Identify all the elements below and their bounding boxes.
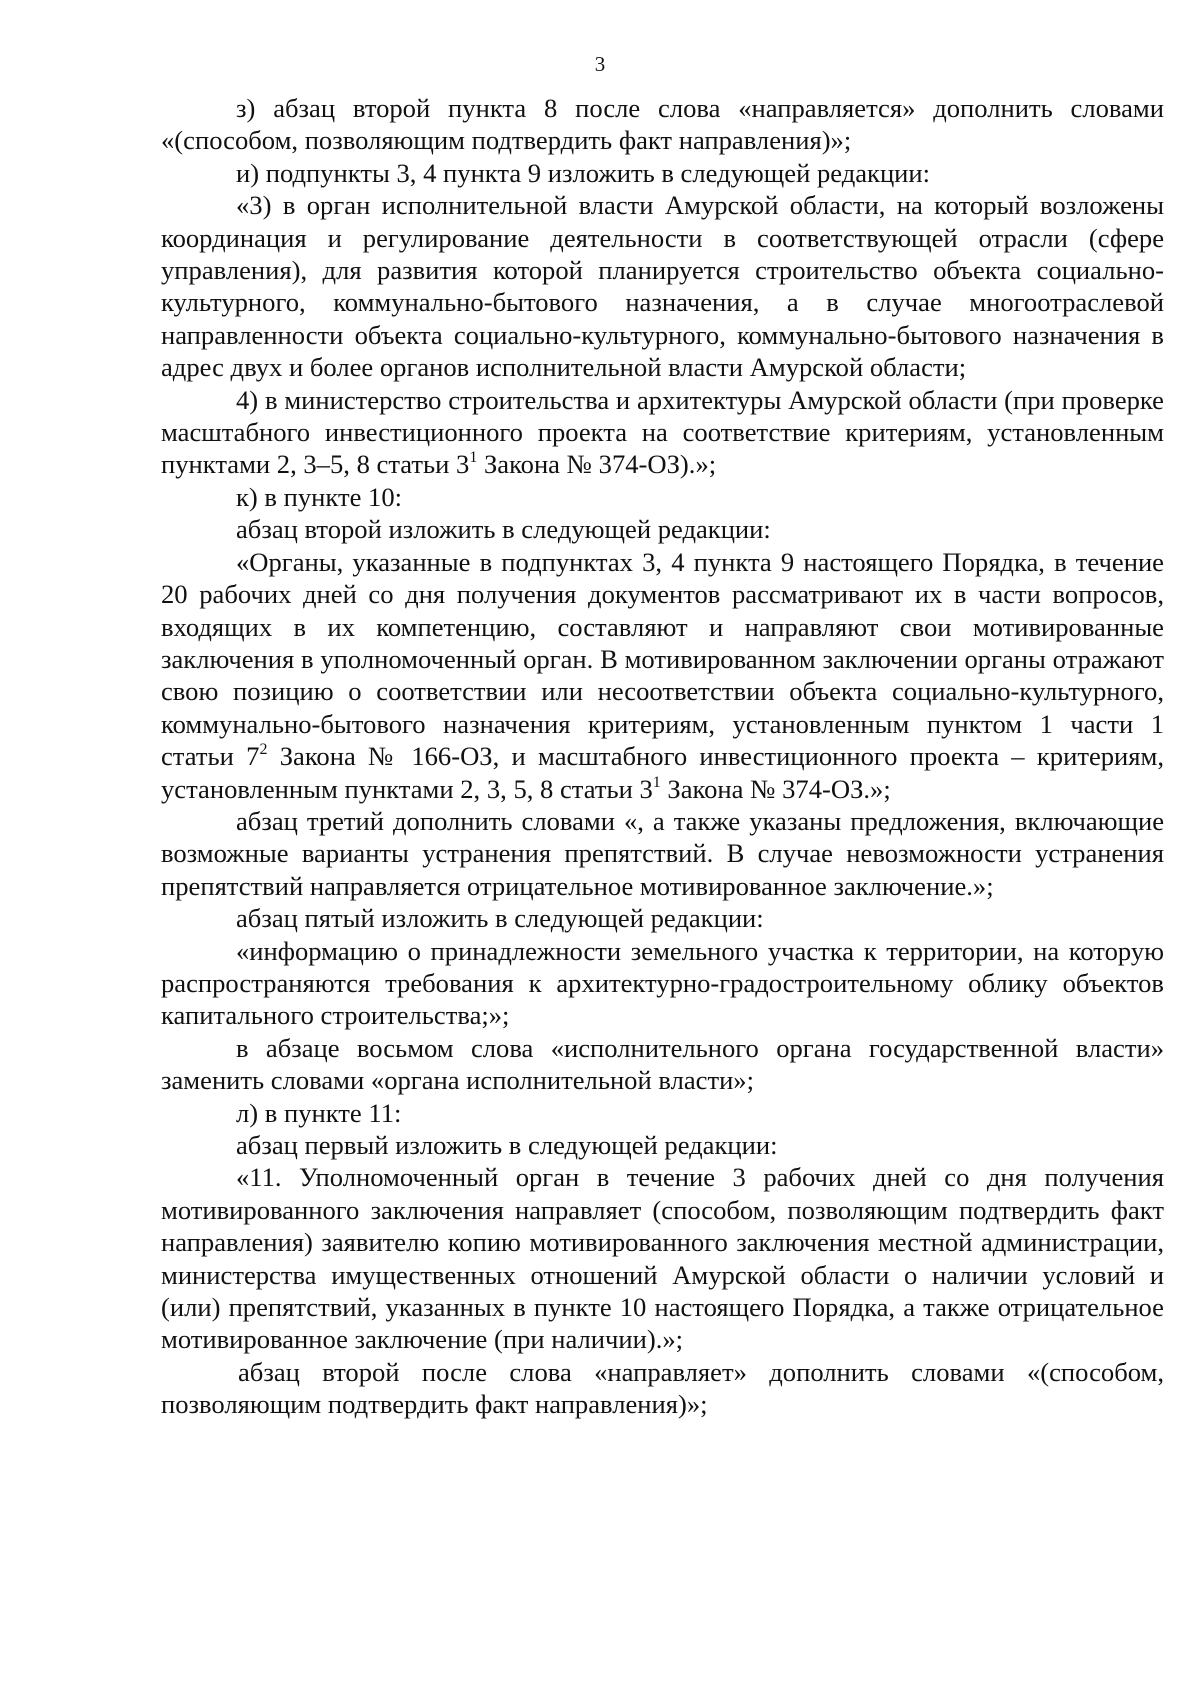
paragraph-z: з) абзац второй пункта 8 после слова «направляется» дополнить словами «(способом, позволяющим подтвердить факт направления)»; <box>161 93 1164 156</box>
paragraph-organy <box>161 546 1164 805</box>
paragraph-subitem-3: «3) в орган исполнительной власти Амурской области, на который возложены координация и регулирование деятельности в соответствующей отрасли (сфере управления), для развития которой планируется строительство объекта социально-культурного, коммунально-бытового назначения, а в случае многоотраслевой направленности объекта социально-культурного, коммунально-бытового назначения в адрес двух и более органов исполнительной власти Амурской области; <box>161 190 1164 383</box>
page-number: 3 <box>594 52 606 76</box>
paragraph-subitem-4 <box>161 384 1164 481</box>
paragraph-informaciya: «информацию о принадлежности земельного участка к территории, на которую распространяются требования к архитектурно-градостроительному облику объектов капитального строительства;»; <box>161 935 1164 1031</box>
paragraph-abzac-vtoroy: абзац второй изложить в следующей редакции: <box>236 514 771 545</box>
paragraph-abzac-pervyy: абзац первый изложить в следующей редакции: <box>236 1130 778 1160</box>
paragraph-text: Закона № 374-ОЗ).»; <box>477 449 717 480</box>
paragraph-text: Закона № 374-ОЗ.»; <box>660 773 891 804</box>
paragraph-i: и) подпункты 3, 4 пункта 9 изложить в следующей редакции: <box>236 157 931 188</box>
paragraph-abzac-vtoroy-11: абзац второй после слова «направляет» дополнить словами «(способом, позволяющим подтвердить факт направления)»; <box>161 1356 1164 1420</box>
paragraph-abzac-pyatyy: абзац пятый изложить в следующей редакции: <box>236 903 764 934</box>
document-body <box>161 92 1164 1421</box>
paragraph-k: к) в пункте 10: <box>236 481 403 512</box>
paragraph-abzac-tretiy: абзац третий дополнить словами «, а также указаны предложения, включающие возможные варианты устранения препятствий. В случае невозможности устранения препятствий направляется отрицательное мотивированное заключение.»; <box>161 805 1164 901</box>
paragraph-l: л) в пункте 11: <box>236 1097 402 1128</box>
paragraph-punkt-11: «11. Уполномоченный орган в течение 3 рабочих дней со дня получения мотивированного заключения направляет (способом, позволяющим подтвердить факт направления) заявителю копию мотивированного заключения местной администрации, министерства имущественных отношений Амурской области о наличии условий и (или) препятствий, указанных в пункте 10 настоящего Порядка, а также отрицательное мотивированное заключение (при наличии).»; <box>161 1162 1164 1355</box>
paragraph-text: Закона № 166-ОЗ, и масштабного инвестиционного проекта – критериям, установленным пунктами 2, 3, 5, 8 статьи 3 <box>161 741 1164 804</box>
paragraph-text: 4) в министерство строительства и архитектуры Амурской области (при проверке масштабного инвестиционного проекта на соответствие критериям, установленным пунктами 2, 3–5, 8 статьи 3 <box>161 384 1164 480</box>
paragraph-abzac-vosmoy: в абзаце восьмом слова «исполнительного органа государственной власти» заменить словами «органа исполнительной власти»; <box>161 1032 1164 1096</box>
superscript: 2 <box>259 741 268 759</box>
superscript: 1 <box>652 773 661 791</box>
paragraph-text: «Органы, указанные в подпунктах 3, 4 пункта 9 настоящего Порядка, в течение 20 рабочих дней со дня получения документов рассматривают их в части вопросов, входящих в их компетенцию, составляют и направляют свои мотивированные заключения в уполномоченный орган. В мотивированном заключении органы отражают свою позицию о соответствии или несоответствии объекта социально-культурного, коммунально-бытового назначения критериям, установленным пунктом 1 части 1 статьи 7 <box>161 546 1164 772</box>
superscript: 1 <box>469 449 478 467</box>
